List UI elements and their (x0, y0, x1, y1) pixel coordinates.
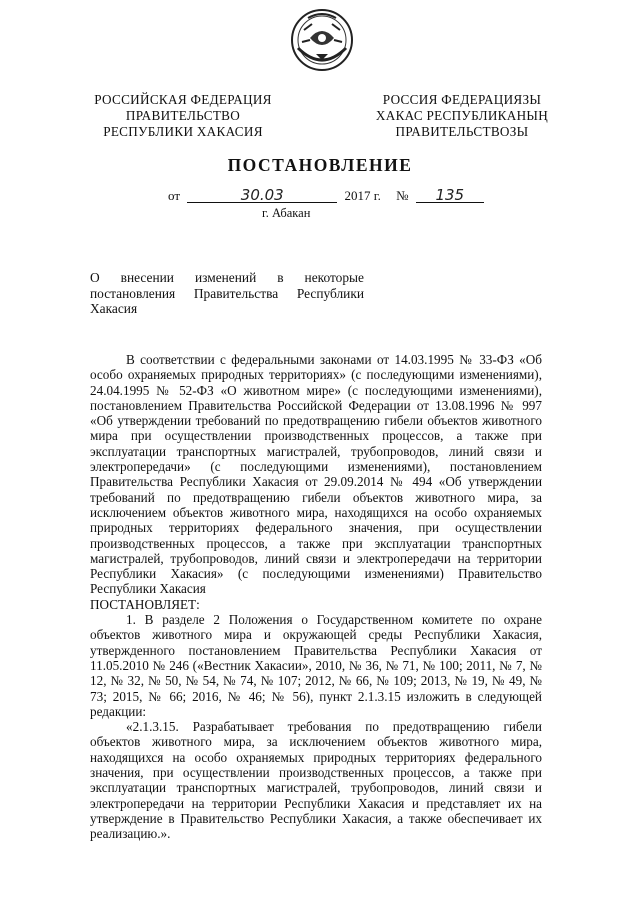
header-right-line: ПРАВИТЕЛЬСТВОЗЫ (395, 124, 529, 139)
document-title: ПОСТАНОВЛЕНИЕ (227, 155, 413, 175)
document-subject: О внесении изменений в некоторые постановления Правительства Республики Хакасия (90, 270, 364, 316)
paragraph-item-1: 1. В разделе 2 Положения о Государственном комитете по охране объектов животного мира и окружающей среды Республики Хакасия, утвержденного постановлением Правительства Республики Хакасия от 11.05.2010 № 246 («Вестник Хакасии», 2010, № 36, № 71, № 100; 2011, № 7, № 12, № 32, № 50, № 54, № 74, № 107; 2012, № 66, № 109; 2013, № 19, № 49, № 73; 2015, № 66; 2016, № 46; № 56), пункт 2.1.3.15 изложить в следующей редакции: (90, 612, 542, 719)
paragraph-preamble: В соответствии с федеральными законами от 14.03.1995 № 33-ФЗ «Об особо охраняемых природных территориях» (с последующими изменениями), 24.04.1995 № 52-ФЗ «О животном мире» (с последующими изменениями), постановлением Правительства Российской Федерации от 13.08.1996 № 997 «Об утверждении требований по предотвращению гибели объектов животного мира при осуществлении производственных процессов, а также при эксплуатации транспортных магистралей, трубопроводов, линий связи и электропередачи» (с последующими изменениями), постановлением Правительства Республики Хакасия от 29.09.2014 № 494 «Об утверждении требований по предотвращению гибели объектов животного мира, за исключением объектов животного мира, находящихся на особо охраняемых природных территориях федерального значения, при осуществлении производственных процессов, а также при эксплуатации транспортных магистралей, трубопроводов, линий связи и электропередачи на территории Республики Хакасия» (с последующими изменениями) Правительство Республики Хакасия (90, 352, 542, 597)
header-left-line: РОССИЙСКАЯ ФЕДЕРАЦИЯ (94, 92, 272, 107)
date-prefix: от (168, 188, 181, 203)
paragraph-quote: «2.1.3.15. Разрабатывает требования по предотвращению гибели объектов животного мира, за исключением объектов животного мира, находящихся на особо охраняемых природных территориях федерального значения, при осуществлении производственных процессов, а также при эксплуатации транспортных магистралей, трубопроводов, линий связи и электропередачи на территории Республики Хакасия и представляет их на утверждение в Правительство Республики Хакасия, а также обеспечивает их реализацию.». (90, 719, 542, 842)
header-left-line: РЕСПУБЛИКИ ХАКАСИЯ (103, 124, 263, 139)
paragraph-resolves: ПОСТАНОВЛЯЕТ: (90, 596, 200, 612)
date-line (168, 188, 484, 204)
coat-of-arms-icon (290, 8, 354, 72)
handwritten-date: 30.03 (187, 188, 337, 203)
header-left (78, 92, 288, 140)
header-right (362, 92, 562, 140)
header-right-line: ХАКАС РЕСПУБЛИКАНЫҢ (375, 108, 549, 123)
date-year: 2017 г. (344, 188, 381, 203)
header-left-line: ПРАВИТЕЛЬСТВО (125, 108, 241, 123)
city: г. Абакан (262, 206, 311, 220)
number-label: № (396, 188, 409, 203)
handwritten-number: 135 (416, 188, 484, 203)
header-right-line: РОССИЯ ФЕДЕРАЦИЯЗЫ (382, 92, 542, 107)
document-body (90, 352, 542, 842)
